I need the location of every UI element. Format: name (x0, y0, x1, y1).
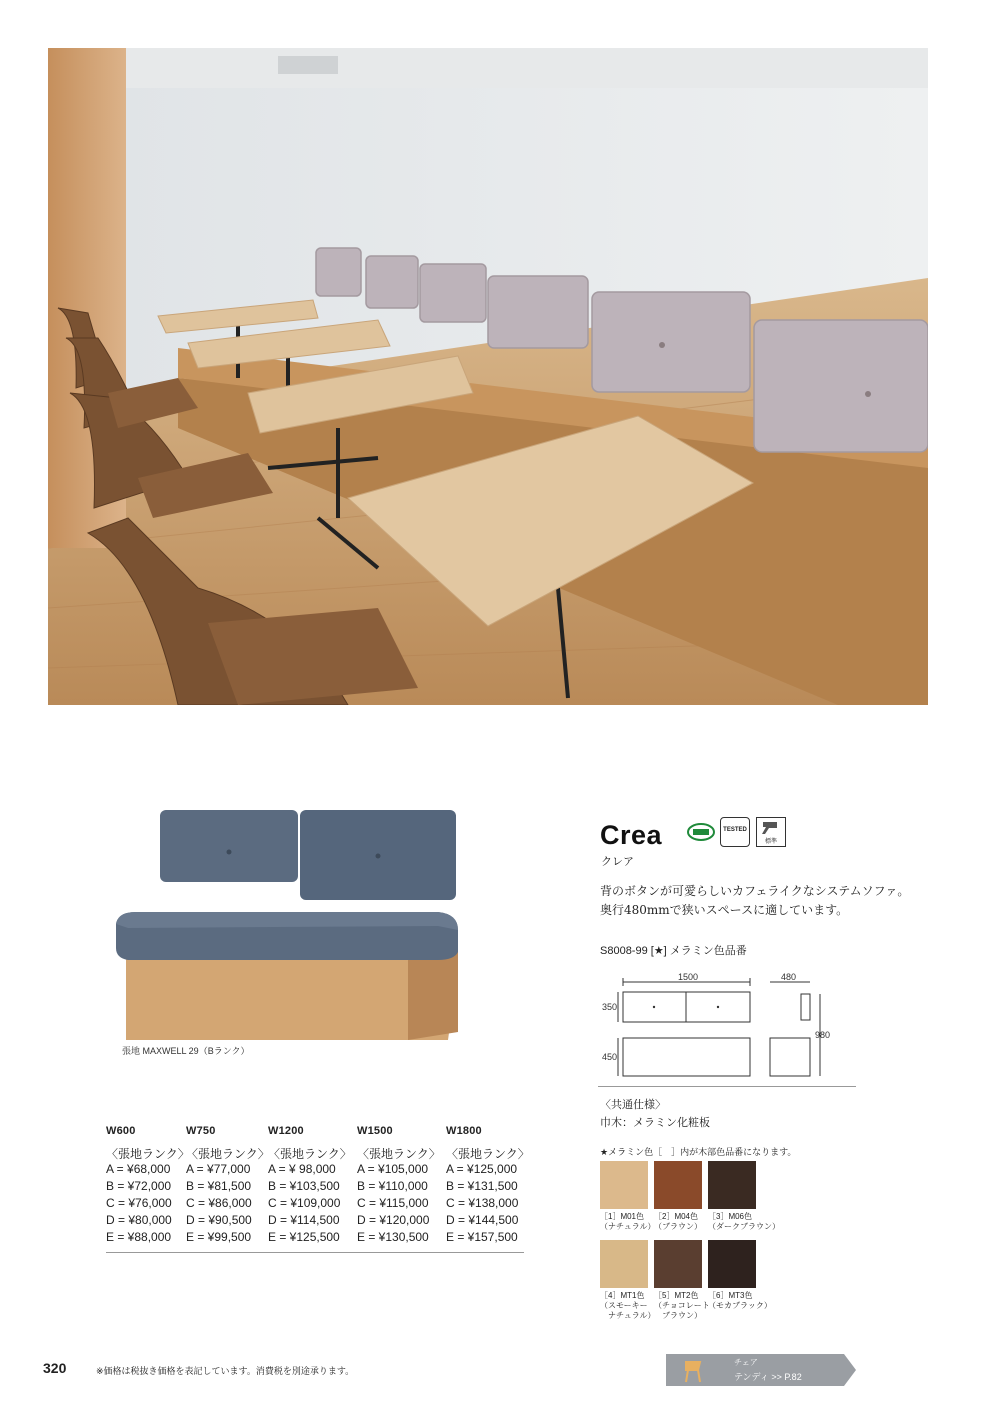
dim-seat-height: 450 (602, 1052, 618, 1062)
sofa-illustration (108, 800, 468, 1045)
button-mark (653, 1006, 655, 1008)
dim-total-height: 980 (815, 1030, 831, 1040)
product-title: Crea (600, 820, 663, 850)
rank-label: 〈張地ランク〉 (357, 1147, 441, 1161)
width-label: W1200 (268, 1125, 304, 1137)
button-mark (717, 1006, 719, 1008)
dim-width: 1500 (678, 972, 699, 982)
rank-label: 〈張地ランク〉 (186, 1147, 270, 1161)
price-row: A = ¥68,000 (106, 1162, 171, 1176)
swatch-label: ［5］MT2色 （チョコレート ブラウン） (654, 1291, 710, 1320)
price-row: C = ¥109,000 (268, 1196, 341, 1210)
product-title-kana: クレア (601, 856, 634, 868)
price-row: D = ¥120,000 (357, 1213, 430, 1227)
swatch-label: ［6］MT3色 （モカブラック） (708, 1291, 772, 1310)
price-column (186, 1125, 278, 1244)
price-row: B = ¥131,500 (446, 1179, 518, 1193)
price-row: B = ¥110,000 (357, 1179, 428, 1193)
price-row: D = ¥90,500 (186, 1213, 252, 1227)
swatch-label: ［1］M01色 （ナチュラル） (600, 1212, 656, 1231)
price-column (106, 1125, 198, 1244)
price-row: A = ¥105,000 (357, 1162, 429, 1176)
rank-label: 〈張地ランク〉 (106, 1147, 190, 1161)
price-row: C = ¥138,000 (446, 1196, 519, 1210)
price-row: E = ¥130,500 (357, 1230, 429, 1244)
price-row: E = ¥88,000 (106, 1230, 172, 1244)
price-row: A = ¥125,000 (446, 1162, 518, 1176)
swatch-mt3 (708, 1240, 756, 1288)
related-category: チェア (734, 1358, 758, 1367)
divider (598, 1086, 856, 1087)
dimension-drawing (598, 970, 858, 1085)
price-row: E = ¥157,500 (446, 1230, 518, 1244)
price-column (446, 1125, 538, 1244)
related-product-page[interactable]: テンディ >> P.82 (734, 1372, 802, 1382)
width-label: W1500 (357, 1125, 393, 1137)
standard-badge-label: 標準 (764, 839, 777, 845)
swatch-title: ★メラミン色［ ］内が木部色品番になります。 (600, 1147, 797, 1157)
product-code: S8008-99 [★] メラミン色品番 (600, 945, 747, 957)
price-row: A = ¥ 98,000 (268, 1162, 336, 1176)
price-row: C = ¥115,000 (357, 1196, 429, 1210)
page-number: 320 (43, 1360, 67, 1376)
product-illustration (108, 800, 468, 1045)
price-row: B = ¥81,500 (186, 1179, 252, 1193)
price-column (357, 1125, 449, 1244)
product-description (600, 882, 909, 920)
price-row: E = ¥125,500 (268, 1230, 340, 1244)
price-row: D = ¥80,000 (106, 1213, 172, 1227)
description-line: 背のボタンが可愛らしいカフェライクなシステムソファ。 (600, 884, 910, 898)
width-label: W750 (186, 1125, 216, 1137)
dim-back-height: 350 (602, 1002, 618, 1012)
hero-photo (48, 48, 928, 705)
rank-label: 〈張地ランク〉 (446, 1147, 530, 1161)
swatch-m04 (654, 1161, 702, 1209)
width-label: W600 (106, 1125, 136, 1137)
standard-badge-icon (756, 817, 786, 847)
price-row: D = ¥114,500 (268, 1213, 340, 1227)
swatch-label: ［3］M06色 （ダークブラウン） (708, 1212, 780, 1231)
price-row: C = ¥76,000 (106, 1196, 172, 1210)
swatch-mt1 (600, 1240, 648, 1288)
swatch-m01 (600, 1161, 648, 1209)
tested-badge-icon: TESTED (720, 817, 750, 847)
price-column (268, 1125, 360, 1244)
price-row: A = ¥77,000 (186, 1162, 251, 1176)
tax-note: ※価格は税抜き価格を表記しています。消費税を別途承ります。 (96, 1366, 355, 1376)
swatch-label: ［2］M04色 （ブラウン） (654, 1212, 702, 1231)
common-spec-title: 〈共通仕様〉 (600, 1099, 666, 1111)
swatch-label: ［4］MT1色 （スモーキー ナチュラル） (600, 1291, 656, 1320)
upholstery-caption: 張地 MAXWELL 29（Bランク） (122, 1046, 250, 1056)
chair-leg-icon (757, 818, 785, 838)
price-row: B = ¥72,000 (106, 1179, 172, 1193)
price-row: E = ¥99,500 (186, 1230, 252, 1244)
rank-label: 〈張地ランク〉 (268, 1147, 352, 1161)
dim-depth: 480 (781, 972, 797, 982)
width-label: W1800 (446, 1125, 482, 1137)
price-row: C = ¥86,000 (186, 1196, 252, 1210)
description-line: 奥行480mmで狭いスペースに適しています。 (600, 903, 849, 917)
price-row: B = ¥103,500 (268, 1179, 340, 1193)
swatch-m06 (708, 1161, 756, 1209)
common-spec-body: 巾木：メラミン化粧板 (600, 1117, 710, 1129)
divider (106, 1252, 524, 1253)
green-mark-icon (686, 822, 716, 842)
price-row: D = ¥144,500 (446, 1213, 519, 1227)
swatch-mt2 (654, 1240, 702, 1288)
cafe-interior-illustration (48, 48, 928, 705)
